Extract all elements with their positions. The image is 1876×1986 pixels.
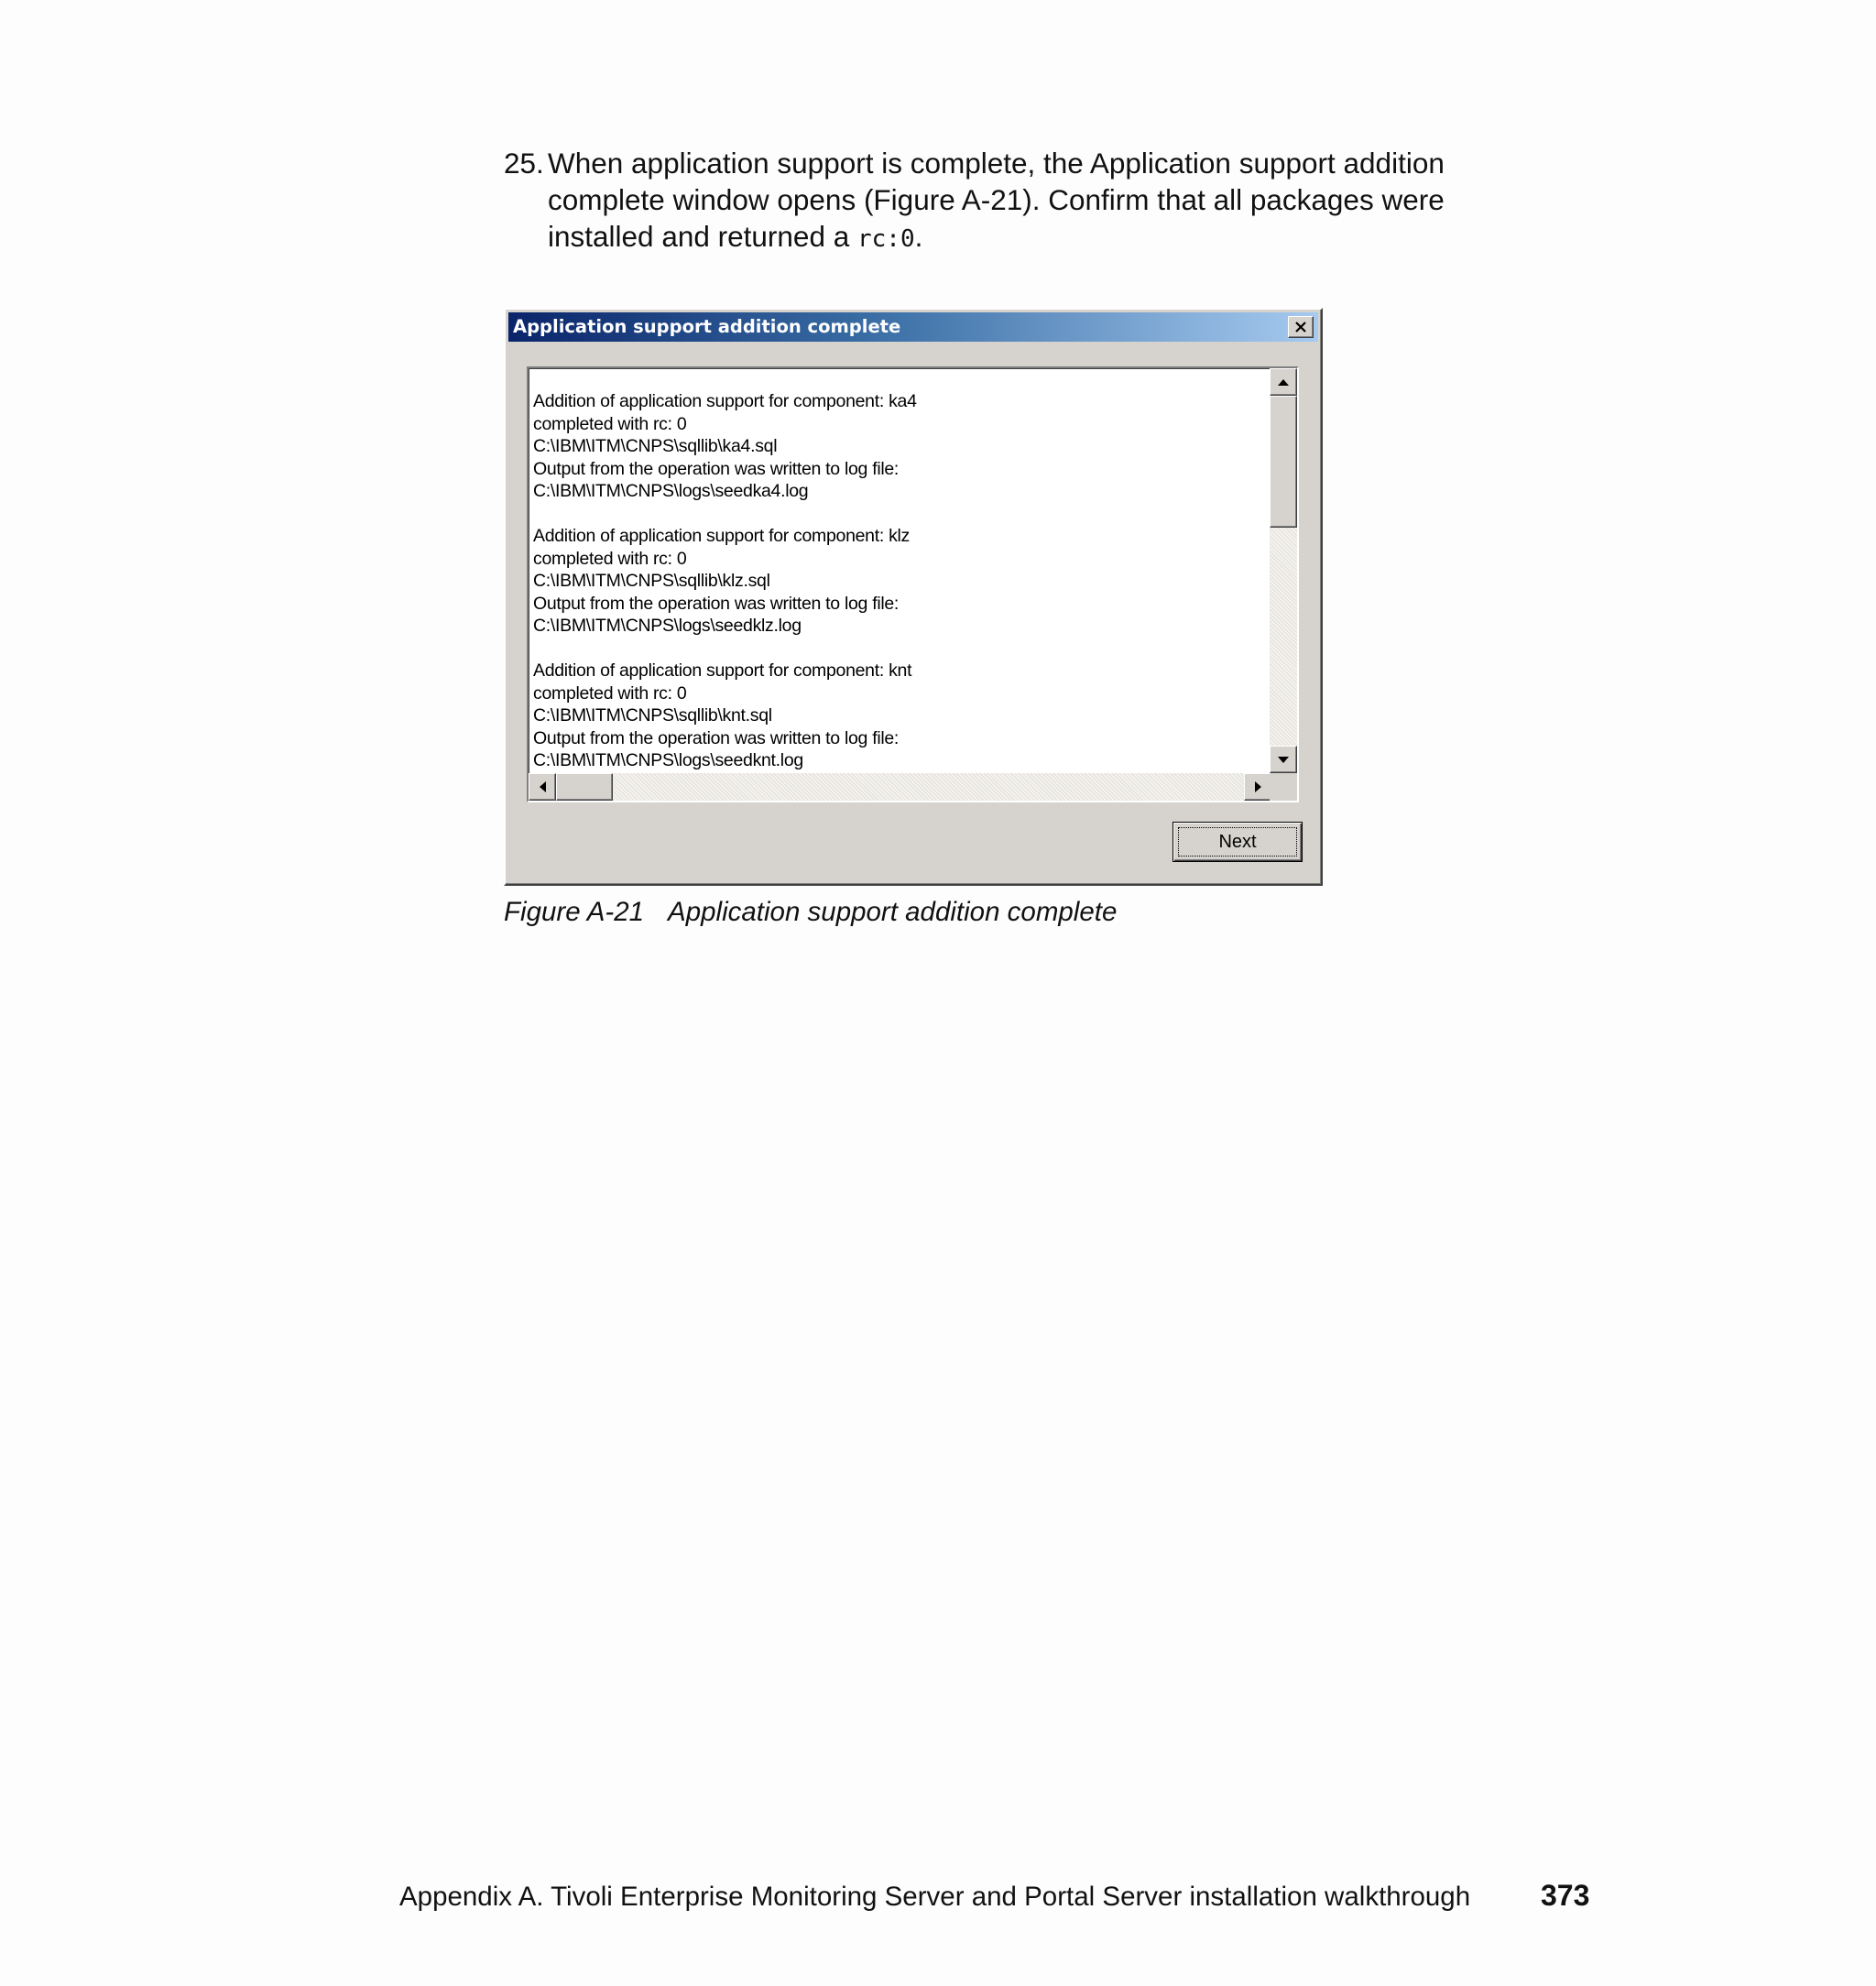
log-line: C:\IBM\ITM\CNPS\sqllib\ka4.sql bbox=[533, 436, 778, 456]
scrollbar-corner bbox=[1270, 773, 1297, 801]
close-button[interactable] bbox=[1288, 316, 1314, 338]
step-line-3-text: installed and returned a bbox=[548, 220, 857, 253]
log-line: Output from the operation was written to log file: bbox=[533, 458, 900, 479]
page-footer: Appendix A. Tivoli Enterprise Monitoring Server and Portal Server installation walkthrough bbox=[399, 1882, 1471, 1912]
dialog-title: Application support addition complete bbox=[513, 316, 901, 337]
figure-title: Application support addition complete bbox=[668, 897, 1118, 927]
log-line: Output from the operation was written to log file: bbox=[533, 593, 900, 614]
horizontal-scrollbar[interactable] bbox=[529, 773, 1271, 801]
log-line: Addition of application support for component: knt bbox=[533, 660, 912, 681]
scroll-up-button[interactable] bbox=[1270, 368, 1297, 396]
vertical-scroll-thumb[interactable] bbox=[1270, 396, 1297, 528]
next-button[interactable] bbox=[1172, 822, 1303, 862]
figure-caption bbox=[504, 896, 1117, 929]
log-line: C:\IBM\ITM\CNPS\sqllib\klz.sql bbox=[533, 571, 770, 591]
log-block-knt bbox=[533, 660, 1257, 772]
log-content bbox=[533, 390, 1257, 770]
log-line: completed with rc: 0 bbox=[533, 548, 687, 569]
focus-rectangle bbox=[1178, 827, 1297, 857]
application-support-dialog bbox=[504, 308, 1323, 886]
horizontal-scroll-thumb[interactable] bbox=[556, 773, 613, 801]
log-line: C:\IBM\ITM\CNPS\logs\seedknt.log bbox=[533, 750, 803, 770]
close-x-icon bbox=[1294, 322, 1307, 333]
step-line-3-end: . bbox=[914, 220, 923, 253]
scroll-right-button[interactable] bbox=[1244, 773, 1271, 801]
log-line: completed with rc: 0 bbox=[533, 413, 687, 434]
log-line: C:\IBM\ITM\CNPS\logs\seedklz.log bbox=[533, 616, 802, 636]
log-text-area[interactable] bbox=[527, 366, 1299, 802]
rc-code: rc:0 bbox=[856, 225, 915, 253]
arrow-right-icon bbox=[1255, 781, 1261, 792]
scroll-down-button[interactable] bbox=[1270, 746, 1297, 773]
step-line-3 bbox=[548, 218, 1565, 257]
arrow-down-icon bbox=[1278, 757, 1289, 763]
page-number: 373 bbox=[1541, 1879, 1590, 1912]
log-line: Addition of application support for component: klz bbox=[533, 526, 911, 546]
log-line: Output from the operation was written to log file: bbox=[533, 727, 900, 748]
step-line-1: When application support is complete, the Application support addition bbox=[548, 147, 1445, 180]
figure-label: Figure A-21 bbox=[504, 897, 645, 927]
scroll-left-button[interactable] bbox=[529, 773, 556, 801]
step-line-2: complete window opens (Figure A-21). Confirm that all packages were bbox=[548, 183, 1445, 216]
arrow-up-icon bbox=[1278, 379, 1289, 386]
log-line: completed with rc: 0 bbox=[533, 682, 687, 704]
log-block-klz bbox=[533, 525, 1257, 638]
log-block-ka4 bbox=[533, 390, 1257, 503]
vertical-scrollbar[interactable] bbox=[1270, 368, 1297, 773]
log-line: C:\IBM\ITM\CNPS\logs\seedka4.log bbox=[533, 481, 809, 501]
log-line: Addition of application support for component: ka4 bbox=[533, 391, 917, 411]
step-number: 25. bbox=[504, 147, 544, 180]
next-button-label: Next bbox=[1218, 831, 1257, 852]
dialog-title-bar[interactable] bbox=[508, 312, 1318, 342]
log-line: C:\IBM\ITM\CNPS\sqllib\knt.sql bbox=[533, 705, 772, 726]
arrow-left-icon bbox=[540, 781, 546, 792]
